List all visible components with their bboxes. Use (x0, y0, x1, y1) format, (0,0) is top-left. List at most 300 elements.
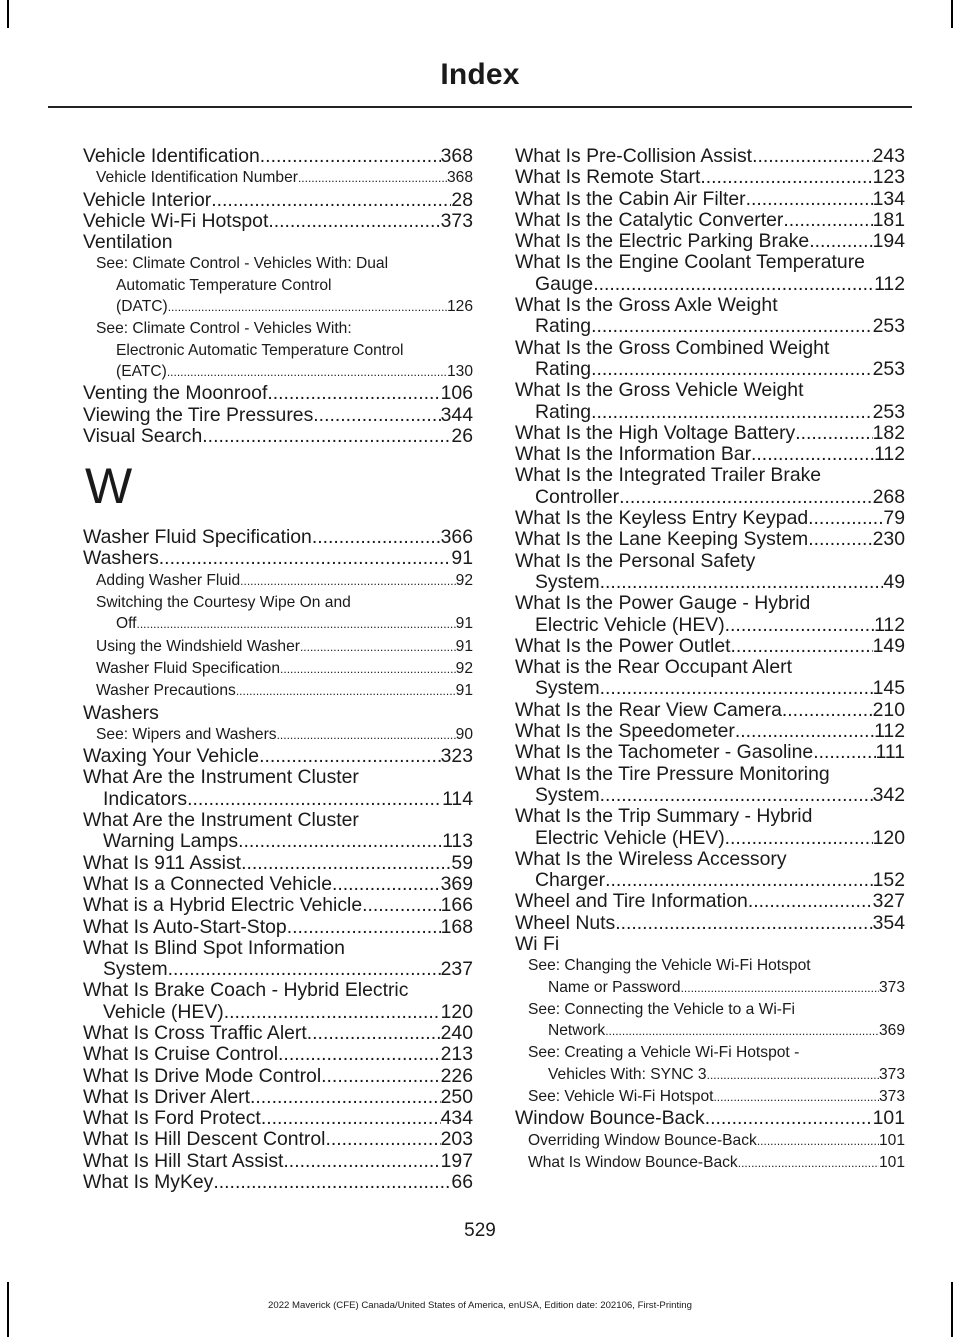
page-reference[interactable]: 182 (872, 421, 905, 444)
entry-text: Vehicle Interior (83, 188, 212, 211)
index-entry[interactable] (515, 551, 905, 594)
dot-leader (241, 853, 451, 874)
entry-text: Washer Fluid Specification (83, 526, 312, 549)
index-entry[interactable] (83, 383, 473, 404)
entry-text: Controller (535, 485, 620, 508)
entry-text: What Is Cross Traffic Alert (83, 1021, 307, 1044)
entry-text: Window Bounce-Back (515, 1107, 705, 1130)
index-subentry[interactable] (83, 570, 473, 592)
entry-text: System (535, 783, 600, 806)
entry-text: What Is the Gross Vehicle Weight (515, 379, 804, 402)
entry-text: Overriding Window Bounce-Back (528, 1131, 757, 1149)
page-reference[interactable]: 91 (455, 637, 473, 655)
page-reference[interactable]: 123 (872, 166, 905, 189)
page-reference[interactable]: 368 (446, 169, 473, 187)
dot-leader (591, 316, 873, 337)
entry-text: What Is Pre-Collision Assist (515, 145, 753, 167)
page-reference[interactable]: 373 (878, 978, 905, 996)
entry-text: See: Wipers and Washers (96, 725, 277, 743)
entry-text: (EATC) (116, 362, 167, 380)
index-entry[interactable] (83, 548, 473, 569)
page-reference[interactable]: 90 (455, 725, 473, 743)
dot-leader (757, 1130, 879, 1152)
index-entry[interactable] (83, 1108, 473, 1129)
entry-text: Wheel and Tire Information (515, 890, 748, 913)
dot-leader (187, 789, 442, 810)
entry-text: What Is Brake Coach - Hybrid Electric (83, 979, 409, 1002)
dot-leader (591, 359, 873, 380)
page-reference[interactable]: 112 (874, 443, 905, 466)
page-reference[interactable]: 434 (440, 1107, 473, 1130)
page-reference[interactable]: 373 (440, 209, 473, 232)
page-reference[interactable]: 369 (440, 872, 473, 895)
dot-leader (593, 274, 874, 295)
page-reference[interactable]: 112 (874, 720, 905, 743)
entry-text: What Is the Power Outlet (515, 634, 731, 657)
dot-leader (300, 636, 456, 658)
page-reference[interactable]: 28 (451, 188, 473, 211)
index-entry[interactable] (83, 1044, 473, 1065)
dot-leader (725, 828, 873, 849)
entry-text: Using the Windshield Washer (96, 637, 300, 655)
dot-leader (312, 527, 441, 548)
entry-text: What Is the Gross Combined Weight (515, 336, 830, 359)
entry-text: What Is Blind Spot Information (83, 936, 345, 959)
dot-leader (809, 231, 872, 252)
index-entry[interactable] (83, 703, 473, 724)
index-entry[interactable] (515, 742, 905, 763)
page-reference[interactable]: 92 (455, 659, 473, 677)
index-entry[interactable] (83, 853, 473, 874)
dot-leader (813, 742, 875, 763)
entry-text: Rating (535, 400, 592, 423)
index-entry[interactable] (515, 189, 905, 210)
dot-leader (213, 1172, 451, 1193)
entry-text: What Is the Integrated Trailer Brake (515, 464, 822, 487)
page-reference[interactable]: 101 (872, 1107, 905, 1130)
entry-text: Wi Fi (515, 932, 560, 955)
entry-text: Warning Lamps (103, 830, 239, 853)
page-reference[interactable]: 250 (440, 1085, 473, 1108)
dot-leader (202, 426, 451, 447)
entry-text: What is the Rear Occupant Alert (515, 656, 792, 679)
index-entry[interactable] (83, 917, 473, 938)
page-reference[interactable]: 253 (872, 315, 905, 338)
dot-leader (615, 913, 872, 934)
index-entry[interactable] (515, 167, 905, 188)
entry-text: What Is 911 Assist (83, 851, 242, 874)
dot-leader (751, 444, 874, 465)
entry-text: What Is the Engine Coolant Temperature (515, 251, 865, 274)
index-subentry[interactable] (83, 680, 473, 702)
index-subentry[interactable] (83, 253, 473, 318)
entry-text: Rating (535, 357, 592, 380)
entry-text: What Are the Instrument Cluster (83, 766, 359, 789)
index-subentry[interactable] (515, 1152, 905, 1174)
page-reference[interactable]: 26 (451, 424, 473, 447)
index-entry[interactable] (83, 405, 473, 426)
dot-leader (705, 1108, 873, 1129)
page-reference[interactable]: 113 (442, 830, 473, 853)
dot-leader (137, 613, 456, 635)
entry-text: Wheel Nuts (515, 911, 616, 934)
entry-text: Off (116, 615, 137, 633)
entry-text: What Is the Power Gauge - Hybrid (515, 592, 811, 615)
index-entry[interactable] (515, 423, 905, 444)
dot-leader (752, 146, 873, 167)
entry-text: What Is Drive Mode Control (83, 1064, 322, 1087)
entry-text: Ventilation (83, 231, 173, 254)
entry-text: What Is the Tire Pressure Monitoring (515, 762, 830, 785)
index-subentry[interactable] (515, 1086, 905, 1108)
page-reference[interactable]: 327 (872, 890, 905, 913)
index-subentry[interactable] (515, 955, 905, 999)
entry-text: Vehicle Identification Number (96, 169, 298, 187)
index-entry[interactable] (515, 465, 905, 508)
dot-leader (605, 1020, 879, 1042)
page-reference[interactable]: 111 (875, 741, 905, 764)
page-reference[interactable]: 197 (440, 1149, 473, 1172)
entry-text: What Is MyKey (83, 1171, 214, 1194)
index-entry[interactable] (515, 764, 905, 807)
dot-leader (748, 891, 873, 912)
entry-text: See: Creating a Vehicle Wi-Fi Hotspot - (528, 1044, 800, 1062)
dot-leader (782, 700, 873, 721)
entry-text: What Is the Lane Keeping System (515, 528, 809, 551)
index-subentry[interactable] (83, 318, 473, 383)
entry-text: What Is Auto-Start-Stop (83, 915, 287, 938)
entry-text: What Is Hill Start Assist (83, 1149, 284, 1172)
index-entry[interactable] (515, 636, 905, 657)
dot-leader (168, 959, 441, 980)
dot-leader (283, 1151, 440, 1172)
page-reference[interactable]: 91 (451, 547, 473, 570)
page-reference[interactable]: 59 (451, 851, 473, 874)
entry-text: See: Climate Control - Vehicles With: Dual (96, 255, 389, 273)
entry-text: What Is the Keyless Entry Keypad (515, 507, 809, 530)
page-reference[interactable]: 230 (872, 528, 905, 551)
entry-text: What Is the High Voltage Battery (515, 421, 796, 444)
page-reference[interactable]: 240 (440, 1021, 473, 1044)
page-reference[interactable]: 253 (872, 357, 905, 380)
dot-leader (795, 423, 872, 444)
index-entry[interactable] (83, 767, 473, 810)
page-reference[interactable]: 120 (440, 1000, 473, 1023)
entry-text: What Is Window Bounce-Back (528, 1153, 738, 1171)
page-reference[interactable]: 168 (440, 915, 473, 938)
dot-leader (307, 1023, 441, 1044)
index-subentry[interactable] (515, 999, 905, 1043)
dot-leader (700, 167, 872, 188)
page-reference[interactable]: 237 (440, 958, 473, 981)
dot-leader (808, 529, 872, 550)
entry-text: Washer Precautions (96, 682, 236, 700)
entry-text: Washer Fluid Specification (96, 659, 281, 677)
index-entry[interactable] (515, 700, 905, 721)
index-entry[interactable] (83, 1023, 473, 1044)
page-reference[interactable]: 344 (440, 403, 473, 426)
index-entry[interactable] (515, 849, 905, 892)
footer-edition-text: 2022 Maverick (CFE) Canada/United States of America, enUSA, Edition date: 202106, First-Printing (268, 1300, 692, 1311)
section-letter: W (85, 458, 133, 515)
entry-text: Vehicle Identification (83, 145, 260, 167)
header-divider (48, 106, 912, 108)
index-entry[interactable] (515, 231, 905, 252)
dot-leader (600, 785, 873, 806)
index-entry[interactable] (515, 252, 905, 295)
page-reference[interactable]: 112 (874, 272, 905, 295)
entry-text: Electronic Automatic Temperature Control (116, 341, 404, 359)
dot-leader (725, 615, 874, 636)
entry-text: Switching the Courtesy Wipe On and (96, 594, 351, 612)
page-reference[interactable]: 323 (440, 745, 473, 768)
entry-text: Adding Washer Fluid (96, 571, 241, 589)
page-reference[interactable]: 152 (872, 869, 905, 892)
dot-leader (238, 831, 442, 852)
index-entry[interactable] (83, 426, 473, 447)
page-reference[interactable]: 210 (872, 698, 905, 721)
dot-leader (783, 210, 872, 231)
page-reference[interactable]: 126 (446, 298, 473, 316)
index-entry[interactable] (515, 934, 905, 955)
entry-text: What Is the Cabin Air Filter (515, 187, 746, 210)
dot-leader (240, 570, 455, 592)
dot-leader (600, 572, 884, 593)
page-reference[interactable]: 149 (872, 634, 905, 657)
dot-leader (738, 1152, 879, 1174)
entry-text: What Is the Rear View Camera (515, 698, 782, 721)
page-reference[interactable]: 145 (872, 677, 905, 700)
index-entry[interactable] (515, 146, 905, 167)
page-reference[interactable]: 134 (872, 187, 905, 210)
entry-text: See: Climate Control - Vehicles With: (96, 320, 352, 338)
dot-leader (681, 977, 879, 999)
index-entry[interactable] (83, 1172, 473, 1193)
page-reference[interactable]: 366 (440, 526, 473, 549)
dot-leader (261, 1108, 441, 1129)
index-entry[interactable] (83, 1151, 473, 1172)
entry-text: Venting the Moonroof (83, 382, 268, 405)
dot-leader (298, 167, 447, 189)
entry-text: System (103, 958, 168, 981)
dot-leader (277, 724, 456, 746)
index-entry[interactable] (515, 508, 905, 529)
dot-leader (211, 190, 451, 211)
entry-text: What Is the Tachometer - Gasoline (515, 741, 814, 764)
index-entry[interactable] (83, 211, 473, 232)
entry-text: What Is the Electric Parking Brake (515, 230, 810, 253)
entry-text: What Is the Information Bar (515, 443, 752, 466)
index-entry[interactable] (515, 806, 905, 849)
index-entry[interactable] (515, 529, 905, 550)
index-subentry[interactable] (515, 1042, 905, 1086)
entry-text: Rating (535, 315, 592, 338)
index-entry[interactable] (83, 527, 473, 548)
index-entry[interactable] (83, 1129, 473, 1150)
dot-leader (619, 487, 873, 508)
page-reference[interactable]: 106 (440, 382, 473, 405)
entry-text: See: Changing the Vehicle Wi-Fi Hotspot (528, 957, 811, 975)
page-reference[interactable]: 91 (455, 682, 473, 700)
dot-leader (168, 296, 447, 318)
index-entry[interactable] (515, 657, 905, 700)
index-entry[interactable] (83, 190, 473, 211)
entry-text: Automatic Temperature Control (116, 276, 332, 294)
dot-leader (280, 658, 456, 680)
index-entry[interactable] (515, 338, 905, 381)
index-entry[interactable] (83, 874, 473, 895)
entry-text: Electric Vehicle (HEV) (535, 613, 725, 636)
page-reference[interactable]: 92 (455, 571, 473, 589)
page-reference[interactable]: 253 (872, 400, 905, 423)
dot-leader (236, 680, 456, 702)
entry-text: Waxing Your Vehicle (83, 745, 260, 768)
page-reference[interactable]: 130 (446, 362, 473, 380)
entry-text: Washers (83, 701, 159, 724)
index-entry[interactable] (515, 380, 905, 423)
entry-text: What Is the Trip Summary - Hybrid (515, 805, 813, 828)
page-reference[interactable]: 268 (872, 485, 905, 508)
entry-text: Vehicle Wi-Fi Hotspot (83, 209, 269, 232)
dot-leader (250, 1087, 441, 1108)
page-reference[interactable]: 66 (451, 1171, 473, 1194)
dot-leader (746, 189, 873, 210)
dot-leader (325, 1129, 440, 1150)
index-entry[interactable] (83, 810, 473, 853)
dot-leader (591, 402, 873, 423)
index-entry[interactable] (515, 891, 905, 912)
page-reference[interactable]: 91 (455, 615, 473, 633)
page-reference[interactable]: 49 (883, 570, 905, 593)
index-entry[interactable] (83, 232, 473, 253)
index-entry[interactable] (515, 721, 905, 742)
entry-text: What Is the Speedometer (515, 720, 735, 743)
entry-text: Washers (83, 547, 159, 570)
entry-text: What Is the Gross Axle Weight (515, 294, 778, 317)
page-reference[interactable]: 203 (440, 1128, 473, 1151)
page-reference[interactable]: 373 (878, 1065, 905, 1083)
entry-text: Viewing the Tire Pressures (83, 403, 314, 426)
dot-leader (224, 1002, 441, 1023)
entry-text: (DATC) (116, 298, 168, 316)
entry-text: Electric Vehicle (HEV) (535, 826, 725, 849)
crop-mark-top-left (7, 0, 9, 28)
entry-text: What Is Hill Descent Control (83, 1128, 326, 1151)
entry-text: Network (548, 1022, 606, 1040)
index-column-left (83, 146, 473, 1193)
page-number: 529 (464, 1220, 496, 1241)
crop-mark-top-right (951, 0, 953, 28)
index-entry[interactable] (515, 913, 905, 934)
entry-text: What Is the Personal Safety (515, 549, 756, 572)
index-entry[interactable] (83, 746, 473, 767)
dot-leader (362, 895, 441, 916)
dot-leader (808, 508, 883, 529)
dot-leader (260, 146, 441, 167)
page-reference[interactable]: 342 (872, 783, 905, 806)
page-reference[interactable]: 243 (872, 145, 905, 167)
entry-text: See: Connecting the Vehicle to a Wi-Fi (528, 1000, 795, 1018)
entry-text: What Is the Catalytic Converter (515, 208, 784, 231)
dot-leader (259, 746, 441, 767)
page-reference[interactable]: 101 (878, 1153, 905, 1171)
index-entry[interactable] (515, 444, 905, 465)
entry-text: What Is Cruise Control (83, 1043, 279, 1066)
page-reference[interactable]: 79 (883, 507, 905, 530)
index-entry[interactable] (515, 295, 905, 338)
index-entry[interactable] (515, 593, 905, 636)
page-reference[interactable]: 114 (442, 787, 473, 810)
index-entry[interactable] (83, 895, 473, 916)
page-reference[interactable]: 166 (440, 894, 473, 917)
dot-leader (332, 874, 441, 895)
dot-leader (278, 1044, 441, 1065)
dot-leader (267, 383, 440, 404)
index-entry[interactable] (83, 980, 473, 1023)
index-subentry[interactable] (83, 636, 473, 658)
page-reference[interactable]: 112 (874, 613, 905, 636)
index-subentry[interactable] (83, 724, 473, 746)
dot-leader (167, 361, 447, 383)
dot-leader (159, 548, 452, 569)
entry-text: Charger (535, 869, 606, 892)
dot-leader (605, 870, 873, 891)
index-subentry[interactable] (83, 167, 473, 189)
page-reference[interactable]: 181 (872, 208, 905, 231)
entry-text: What Is the Wireless Accessory (515, 847, 787, 870)
entry-text: What Is Remote Start (515, 166, 701, 189)
index-entry[interactable] (83, 1066, 473, 1087)
page-reference[interactable]: 226 (440, 1064, 473, 1087)
entry-text: Visual Search (83, 424, 203, 447)
page-reference[interactable]: 354 (872, 911, 905, 934)
dot-leader (268, 211, 440, 232)
entry-text: Name or Password (548, 978, 681, 996)
index-subentry[interactable] (83, 658, 473, 680)
index-entry[interactable] (83, 1087, 473, 1108)
page-reference[interactable]: 194 (872, 230, 905, 253)
index-subentry[interactable] (515, 1130, 905, 1152)
dot-leader (731, 636, 873, 657)
entry-text: What is a Hybrid Electric Vehicle (83, 894, 363, 917)
index-entry[interactable] (83, 938, 473, 981)
entry-text: Vehicles With: SYNC 3 (548, 1065, 707, 1083)
page-reference[interactable]: 368 (440, 145, 473, 167)
index-subentry[interactable] (83, 592, 473, 636)
index-entry[interactable] (515, 1108, 905, 1129)
dot-leader (713, 1086, 879, 1108)
entry-text: What Is Ford Protect (83, 1107, 261, 1130)
page-reference[interactable]: 369 (878, 1022, 905, 1040)
dot-leader (313, 405, 440, 426)
dot-leader (735, 721, 874, 742)
index-entry[interactable] (83, 146, 473, 167)
page-reference[interactable]: 373 (878, 1088, 905, 1106)
entry-text: See: Vehicle Wi-Fi Hotspot (528, 1088, 714, 1106)
entry-text: Gauge (535, 272, 594, 295)
dot-leader (321, 1066, 440, 1087)
page-reference[interactable]: 120 (872, 826, 905, 849)
entry-text: Indicators (103, 787, 188, 810)
page-reference[interactable]: 213 (440, 1043, 473, 1066)
dot-leader (287, 917, 441, 938)
dot-leader (600, 678, 873, 699)
index-entry[interactable] (515, 210, 905, 231)
entry-text: System (535, 570, 600, 593)
entry-text: What Is a Connected Vehicle (83, 872, 332, 895)
page-reference[interactable]: 101 (878, 1131, 905, 1149)
entry-text: Vehicle (HEV) (103, 1000, 224, 1023)
